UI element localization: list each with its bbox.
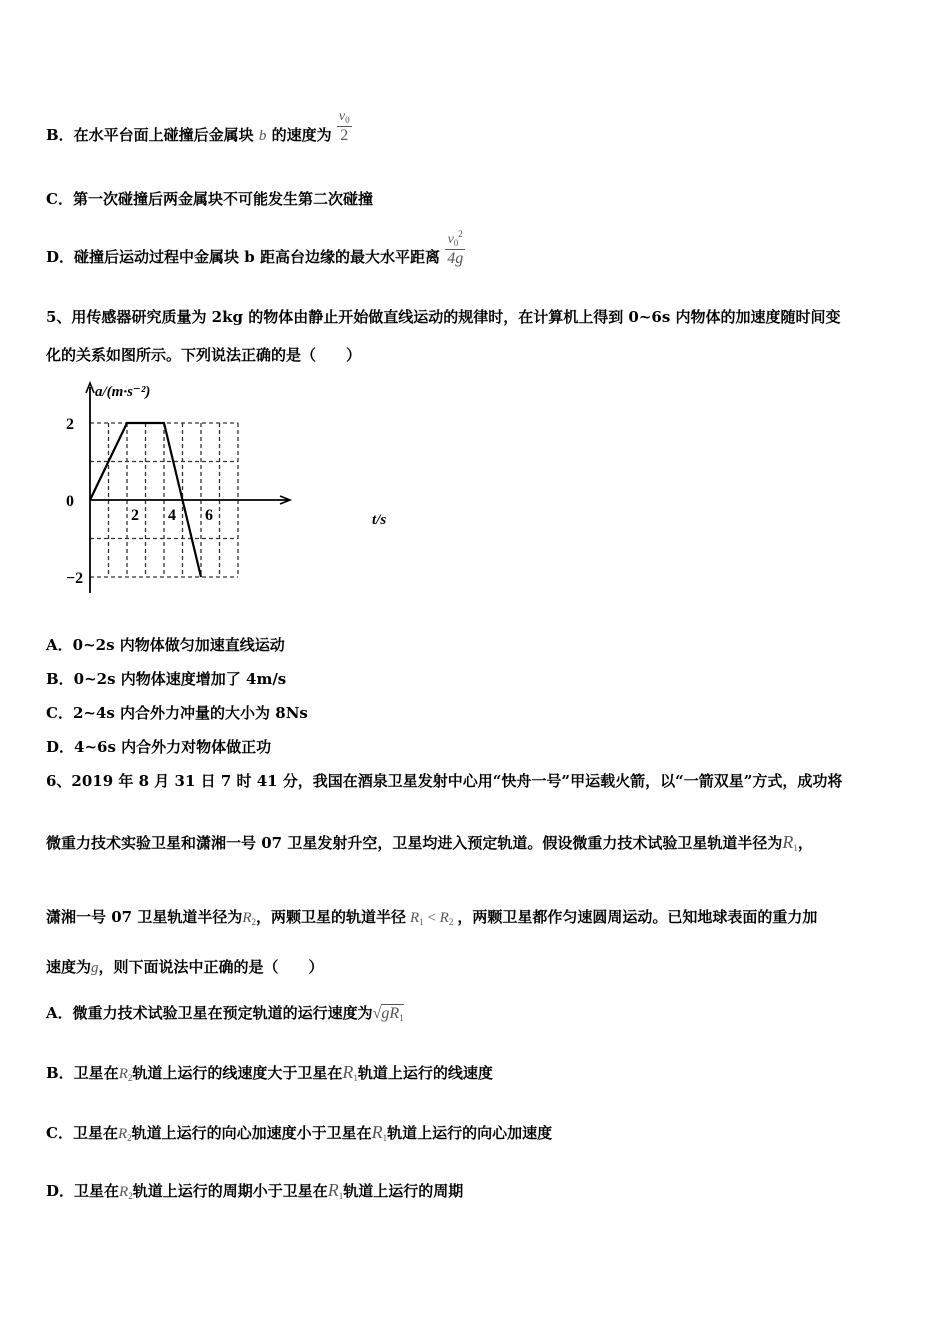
R1-symbol: $R_1$ xyxy=(327,1180,344,1201)
x-tick-label: 2 xyxy=(131,507,139,524)
q4-option-d: D．碰撞后运动过程中金属块 b 距高台边缘的最大水平距离 $\frac{v_0^2}{4g}$ xyxy=(46,229,464,268)
g-symbol: g xyxy=(91,960,99,976)
x-tick-label: 6 xyxy=(205,507,213,524)
q6-option-a: A．微重力技术试验卫星在预定轨道的运行速度为$√gR_1$ xyxy=(46,1004,404,1023)
q5-stem-line1: 5、用传感器研究质量为 2kg 的物体由静止开始做直线运动的规律时，在计算机上得到 0~6s 内物体的加速度随时间变 xyxy=(46,308,841,326)
fraction-v0sq-over-4g: $\frac{v_0^2}{4g}$ xyxy=(447,229,464,268)
chart-ticks xyxy=(66,416,213,587)
R1-symbol: $R_1$ xyxy=(782,832,798,853)
q4-option-b: B．在水平台面上碰撞后金属块 b 的速度为 $\frac{v_0}{2}$ xyxy=(46,109,350,145)
q6-option-b: B．卫星在$R_2$轨道上运行的线速度大于卫星在$R_1$轨道上运行的线速度 xyxy=(46,1062,493,1083)
R2-symbol: $R_2$ xyxy=(119,1184,133,1201)
y-tick-label: −2 xyxy=(66,570,84,587)
fraction-v0-over-2: $\frac{v_0}{2}$ xyxy=(338,109,350,145)
R2-symbol: $R_2$ xyxy=(118,1066,133,1083)
R1-symbol: $R_1$ xyxy=(342,1062,358,1083)
q5-option-b: B．0~2s 内物体速度增加了 4m/s xyxy=(46,670,287,688)
q6-stem-line4: 速度为g，则下面说法中正确的是（ ） xyxy=(46,958,324,976)
chart-ylabel: a/(m·s⁻²) xyxy=(95,384,151,400)
sqrt-gR1: $√gR_1$ xyxy=(372,1005,404,1023)
R2-symbol: $R_2$ xyxy=(242,910,256,927)
R1-symbol: $R_1$ xyxy=(371,1122,388,1143)
q6-stem-line3: 潇湘一号 07 卫星轨道半径为$R_2$，两颗卫星的轨道半径 $R_1 < R_2$ ，两颗卫星都作匀速圆周运动。已知地球表面的重力加 xyxy=(46,908,818,927)
q6-option-c: C．卫星在$R_2$轨道上运行的向心加速度小于卫星在$R_1$轨道上运行的向心加速度 xyxy=(46,1122,553,1143)
q5-stem-line2: 化的关系如图所示。下列说法正确的是（ ） xyxy=(46,346,362,364)
R1-lt-R2: $R_1 < R_2$ xyxy=(410,910,454,927)
q6-stem-line1: 6、2019 年 8 月 31 日 7 时 41 分，我国在酒泉卫星发射中心用“快舟一号”甲运载火箭，以“一箭双星”方式，成功将 xyxy=(46,772,843,790)
q5-option-c: C．2~4s 内合外力冲量的大小为 8Ns xyxy=(46,704,308,722)
y-tick-label: 0 xyxy=(66,493,74,510)
chart-axes xyxy=(86,383,290,593)
var-b: b xyxy=(258,128,267,144)
y-tick-label: 2 xyxy=(66,416,74,433)
q6-option-d: D．卫星在$R_2$轨道上运行的周期小于卫星在$R_1$轨道上运行的周期 xyxy=(46,1180,464,1201)
q6-stem-line2: 微重力技术实验卫星和潇湘一号 07 卫星发射升空，卫星均进入预定轨道。假设微重力技术试验卫星轨道半径为$R_1$， xyxy=(46,832,813,853)
acceleration-time-chart xyxy=(50,372,410,607)
chart-xlabel: t/s xyxy=(372,512,387,528)
R2-symbol: $R_2$ xyxy=(117,1126,132,1143)
q5-option-d: D．4~6s 内合外力对物体做正功 xyxy=(46,738,272,756)
q5-option-a: A．0~2s 内物体做匀加速直线运动 xyxy=(46,636,285,654)
x-tick-label: 4 xyxy=(168,507,176,524)
q4-option-c: C．第一次碰撞后两金属块不可能发生第二次碰撞 xyxy=(46,190,373,208)
